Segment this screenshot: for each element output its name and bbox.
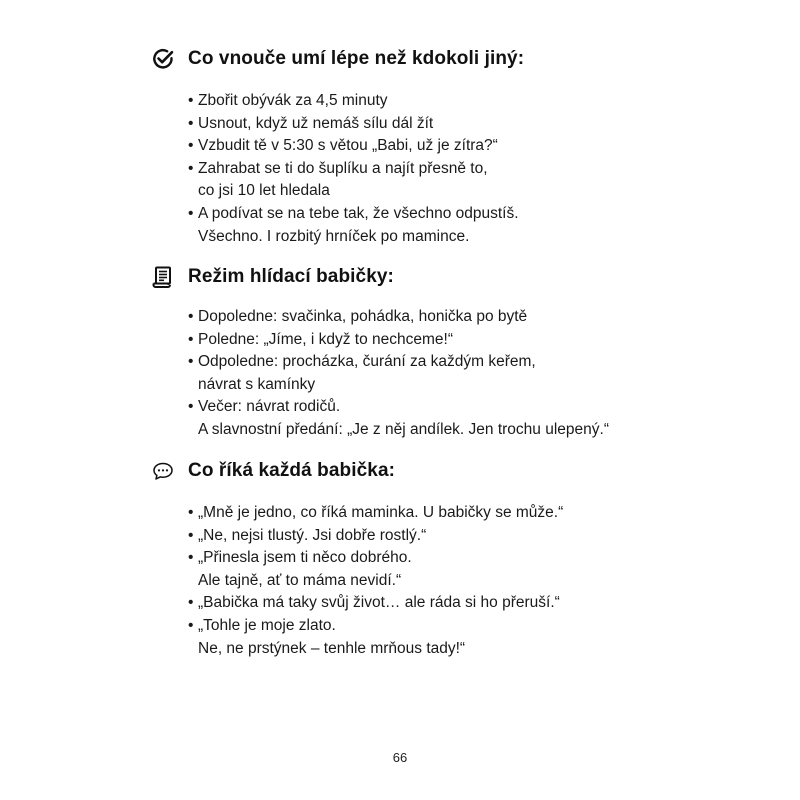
- list-item: [188, 615, 750, 660]
- list-item: [188, 502, 750, 525]
- list-item-text: • Usnout, když už nemáš sílu dál žít: [198, 114, 434, 132]
- list-item-text: • Zahrabat se ti do šuplíku a najít přesně to,: [198, 159, 488, 177]
- check-circle-icon: [150, 46, 176, 72]
- bullet-list: [150, 306, 750, 442]
- list-item-text: • Večer: návrat rodičů.: [198, 398, 341, 416]
- list-item: [188, 135, 750, 158]
- list-item: [188, 396, 750, 441]
- list-item-text: • „Mně je jedno, co říká maminka. U babičky se může.“: [198, 504, 564, 521]
- list-item: [188, 547, 750, 592]
- bullet-list: [150, 502, 750, 660]
- list-item-text: • „Ne, nejsi tlustý. Jsi dobře rostlý.“: [198, 526, 427, 544]
- list-item-text: • „Babička má taky svůj život… ale ráda si ho přeruší.“: [198, 594, 560, 612]
- list-item: [188, 90, 750, 113]
- list-item-text: • Dopoledne: svačinka, pohádka, honička po bytě: [198, 308, 528, 325]
- list-item-text-continued: co jsi 10 let hledala: [198, 182, 330, 200]
- list-item: [188, 351, 750, 396]
- section-heading: [150, 44, 750, 74]
- list-item: [188, 158, 750, 203]
- list-item-text-continued: Ale tajně, ať to máma nevidí.“: [198, 571, 402, 589]
- page-number: 66: [392, 750, 408, 765]
- list-item-text: • Poledne: „Jíme, i když to nechceme!“: [198, 330, 454, 348]
- scroll-document-icon: [150, 264, 176, 290]
- list-item: [188, 329, 750, 352]
- list-item: [188, 113, 750, 136]
- section-title: Režim hlídací babičky:: [188, 266, 394, 287]
- speech-bubble-icon: [150, 458, 176, 484]
- list-item-text: • Vzbudit tě v 5:30 s větou „Babi, už je zítra?“: [198, 137, 498, 155]
- list-item: [188, 203, 750, 248]
- list-item-text: • „Tohle je moje zlato.: [198, 616, 336, 634]
- section-title: Co vnouče umí lépe než kdokoli jiný:: [188, 48, 525, 69]
- list-item-text-continued: A slavnostní předání: „Je z něj andílek. Jen trochu ulepený.“: [198, 420, 609, 438]
- list-item-text-continued: Všechno. I rozbitý hrníček po mamince.: [198, 227, 470, 245]
- list-item-text: • Zbořit obývák za 4,5 minuty: [198, 92, 388, 109]
- section-title: Co říká každá babička:: [188, 460, 396, 481]
- section-babysitting-mode: [150, 262, 750, 442]
- list-item-text: • Odpoledne: procházka, čurání za každým keřem,: [198, 353, 536, 371]
- list-item: [188, 306, 750, 329]
- list-item-text-continued: návrat s kamínky: [198, 375, 316, 393]
- section-heading: [150, 262, 750, 292]
- list-item-text: • A podívat se na tebe tak, že všechno odpustíš.: [198, 204, 519, 222]
- section-heading: [150, 456, 750, 486]
- bullet-list: [150, 90, 750, 248]
- section-grandchild-skills: [150, 44, 750, 248]
- section-grandma-sayings: [150, 456, 750, 660]
- list-item: [188, 525, 750, 548]
- list-item-text: • „Přinesla jsem ti něco dobrého.: [198, 549, 412, 567]
- list-item-text-continued: Ne, ne prstýnek – tenhle mrňous tady!“: [198, 639, 466, 657]
- list-item: [188, 592, 750, 615]
